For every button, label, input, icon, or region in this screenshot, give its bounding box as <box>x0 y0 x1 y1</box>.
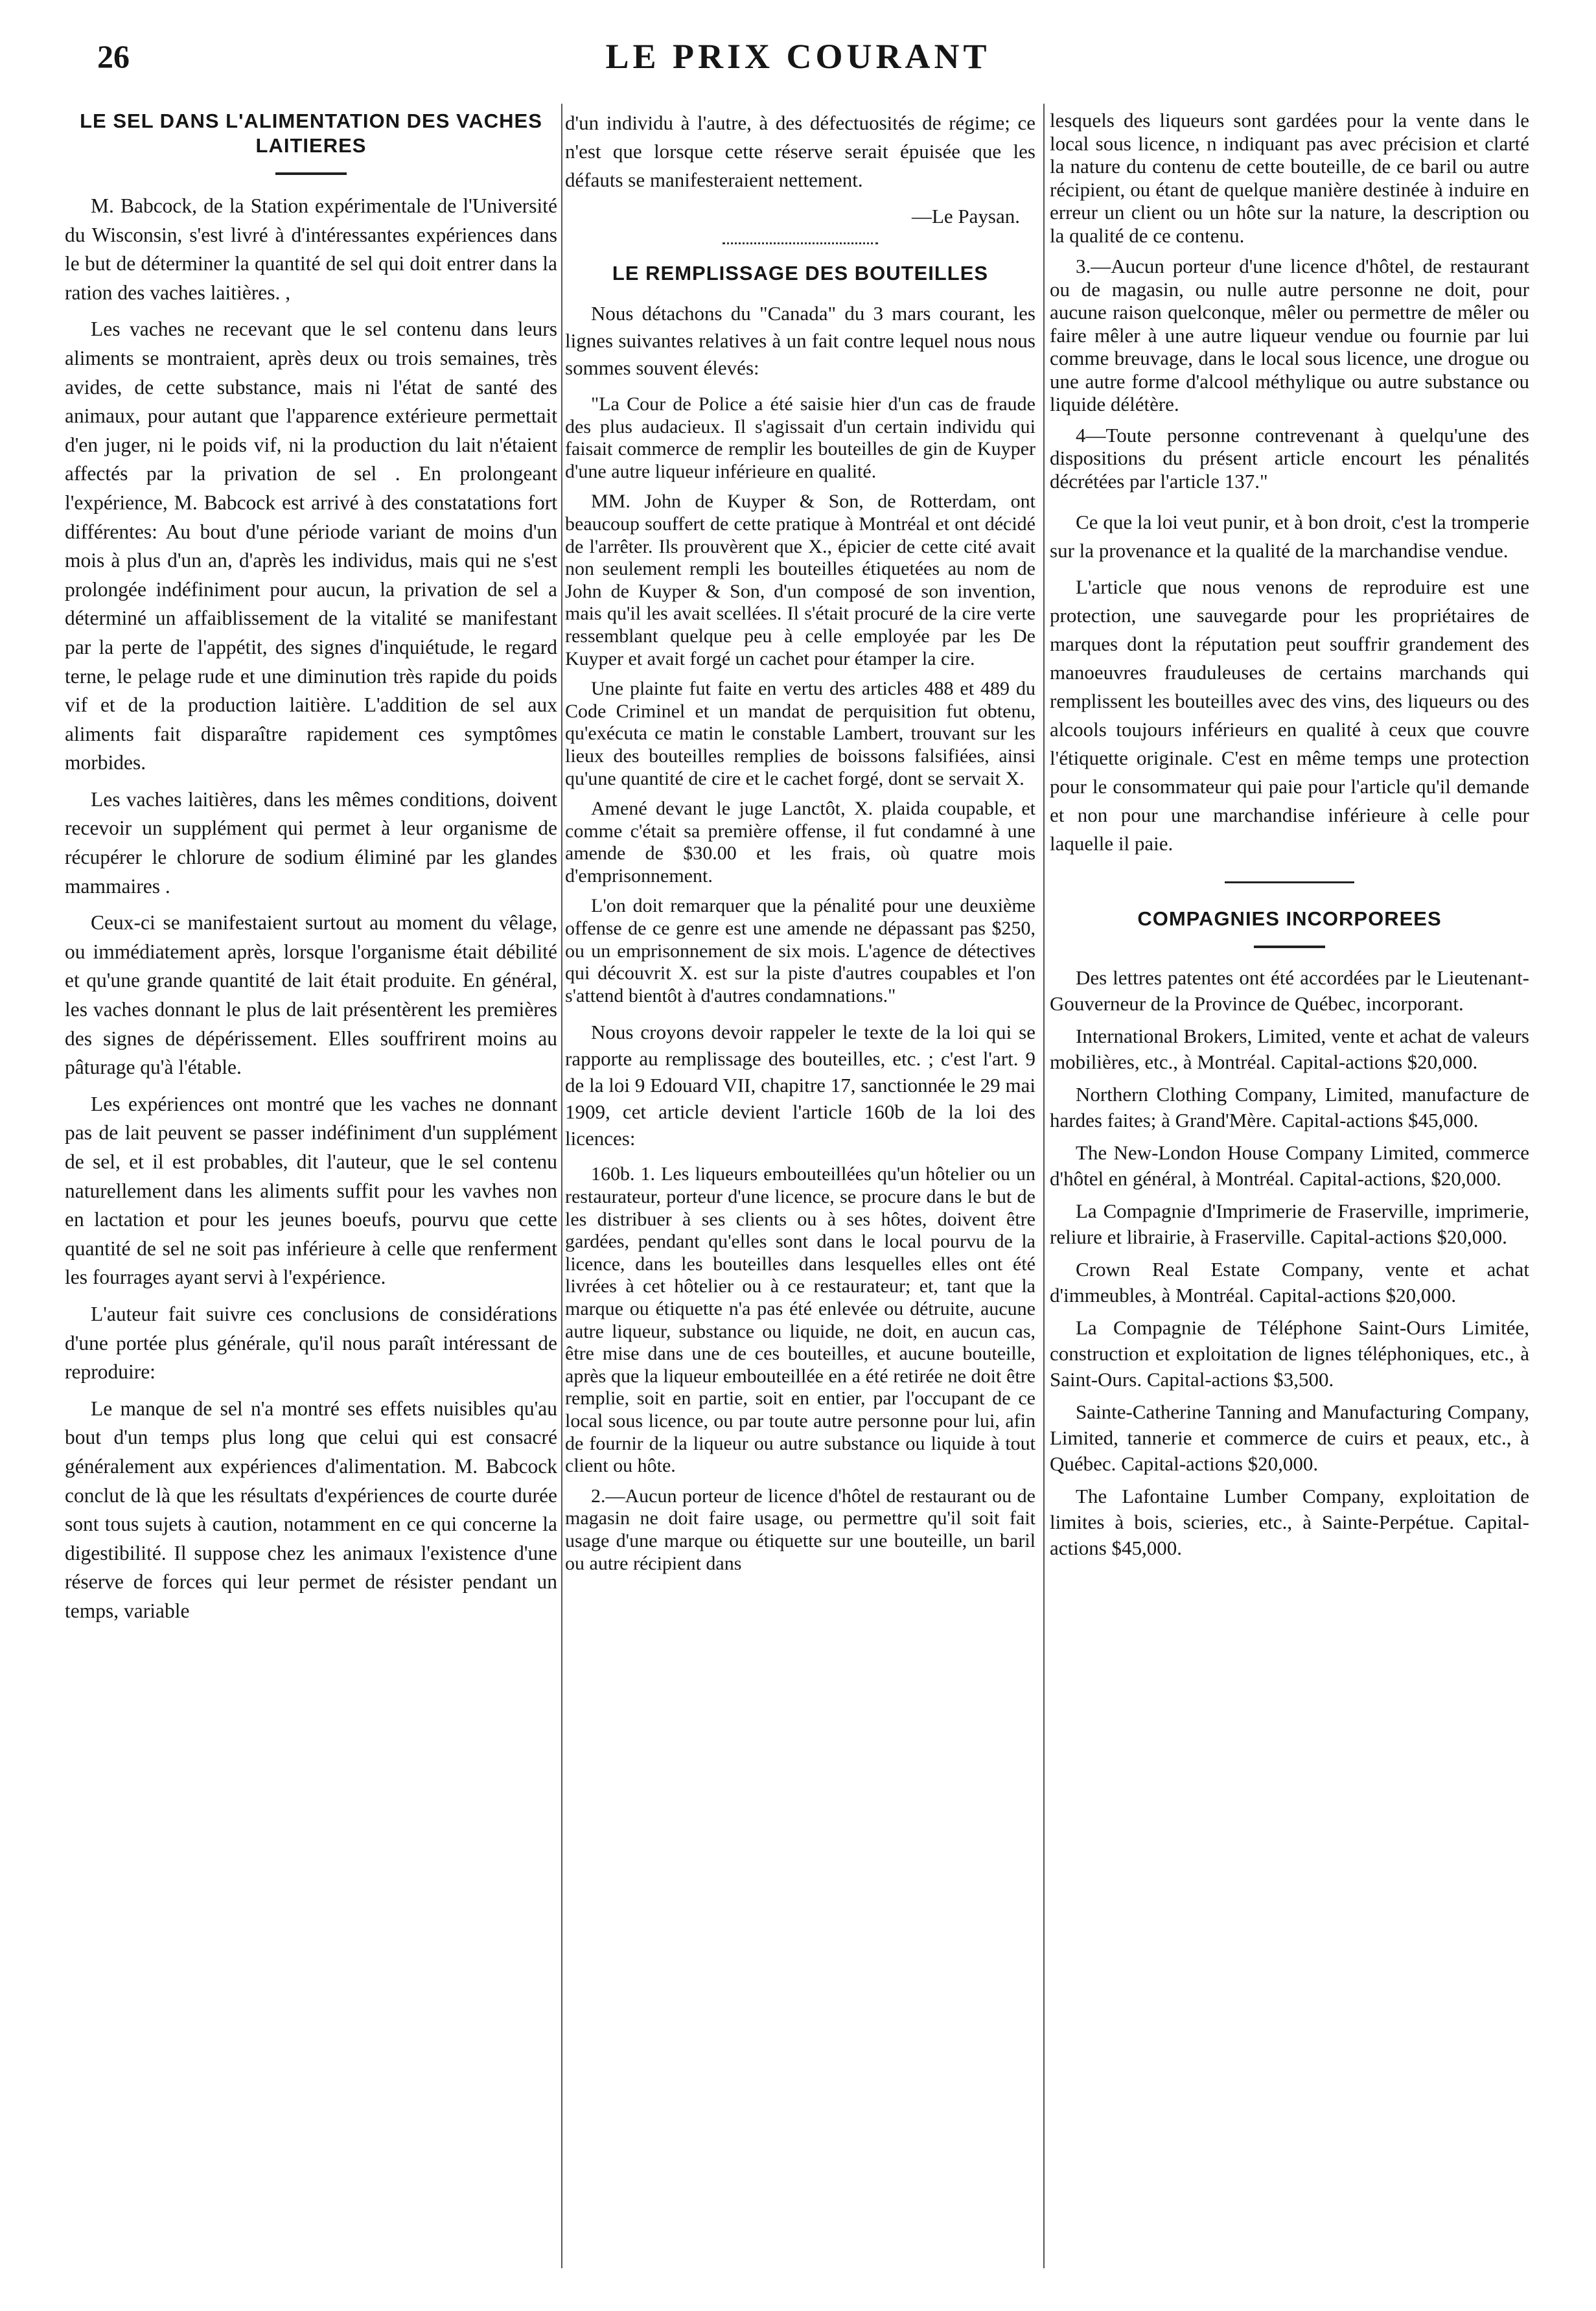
company-list <box>1050 965 1529 1561</box>
paragraph: M. Babcock, de la Station expérimentale de l'Université du Wisconsin, s'est livré à d'intéressantes expériences dans le but de déterminer la quantité de sel qui doit entrer dans la ration des vaches laitières. , <box>65 194 557 304</box>
paragraph: L'auteur fait suivre ces conclusions de considérations d'une portée plus générale, qu'il nous paraît intéressant de reproduire: <box>65 1302 557 1384</box>
paragraph: 4—Toute personne contrevenant à quelqu'une des dispositions du présent article encourt les pénalités décrétées par l'article 137." <box>1050 423 1529 493</box>
paragraph: 2.—Aucun porteur de licence d'hôtel de restaurant ou de magasin ne doit faire usage, ou permettre qu'il soit fait usage d'une marque ou étiquette sur une bouteille, un baril ou autre récipient dans <box>565 1485 1035 1574</box>
section-rule <box>723 242 878 244</box>
article-heading-bottles: LE REMPLISSAGE DES BOUTEILLES <box>612 262 989 285</box>
article-heading-salt: LE SEL DANS L'ALIMENTATION DES VACHES LAITIERES <box>80 110 542 157</box>
column-3 <box>1050 109 1529 1568</box>
heading-rule <box>275 172 347 175</box>
paragraph: Nous croyons devoir rappeler le texte de la loi qui se rapporte au remplissage des bouteilles, etc. ; c'est l'art. 9 de la loi 9 Edouard VII, chapitre 17, sanctionnée le 29 mai 1909, cet article devient l'article 160b de la loi des licences: <box>565 1021 1035 1150</box>
company-entry: The New-London House Company Limited, commerce d'hôtel en général, à Montréal. Capital-actions, $20,000. <box>1050 1141 1529 1190</box>
journal-title: LE PRIX COURANT <box>605 37 991 76</box>
commentary <box>1050 508 1529 858</box>
company-entry: The Lafontaine Lumber Company, exploitation de limites à bois, scieries, etc., à Sainte-Perpétue. Capital-actions $45,000. <box>1050 1485 1529 1559</box>
paragraph: Amené devant le juge Lanctôt, X. plaida coupable, et comme c'était sa première offense, il fut condamné à une amende de $30.00 et les frais, où quatre mois d'emprisonnement. <box>565 798 1035 887</box>
paragraph: Des lettres patentes ont été accordées par le Lieutenant-Gouverneur de la Province de Québec, incorporant. <box>1050 966 1529 1015</box>
paragraph: Ceux-ci se manifestaient surtout au moment du vêlage, ou immédiatement après, lorsque l'organisme était débilité et qu'une grande quantité de lait était produite. En général, les vaches donnant le plus de lait présentèrent les premières des signes de dépérissement. Elles souffrirent moins au pâturage qu'à l'étable. <box>65 911 557 1079</box>
section-rule <box>1225 881 1354 883</box>
paragraph: MM. John de Kuyper & Son, de Rotterdam, ont beaucoup souffert de cette pratique à Montréal et ont décidé de l'arrêter. Ils prouvèrent que X., épicier de cette cité avait non seulement rempli les bouteilles étiquetées au nom de John de Kuyper & Son, d'un composé de son invention, mais qu'il les avait scellées. Il s'était procuré de la cire verte ressemblant quelque peu à celle employée par les De Kuyper et avait forgé un cachet pour étamper la cire. <box>565 491 1035 669</box>
heading-rule <box>1254 946 1325 948</box>
signature: —Le Paysan. <box>911 205 1020 227</box>
paragraph: "La Cour de Police a été saisie hier d'un cas de fraude des plus audacieux. Il s'agissait d'un certain individu qui faisait commerce de remplir les bouteilles de gin de Kuyper d'une autre liqueur inférieure en qualité. <box>565 393 1035 482</box>
law-text <box>565 1163 1035 1575</box>
column-divider <box>1043 104 1045 2268</box>
article-heading-companies: COMPAGNIES INCORPOREES <box>1137 907 1442 930</box>
paragraph: 160b. 1. Les liqueurs embouteillées qu'un hôtelier ou un restaurateur, porteur d'une licence, se procure dans le but de les distribuer à ses clients ou à ses hôtes, doivent être gardées, pendant qu'elles sont dans le local pourvu de la licence, dans les bouteilles dans lesquelles elles ont été livrées à cet hôtelier ou à ce restaurateur; et, tant que la marque ou étiquette n'a pas été enlevée ou détruite, aucune autre liqueur, substance ou liquide, ne doit, en aucun cas, être mise dans une de ces bouteilles, et aucune bouteille, après que la liqueur embouteillée en a été retirée ne doit être remplie, soit en partie, soit en entier, par l'occupant de ce local sous licence, ou par toute autre personne pour lui, afin de fournir de la liqueur ou autre substance ou liquide à tout client ou hôte. <box>565 1163 1035 1477</box>
paragraph: Une plainte fut faite en vertu des articles 488 et 489 du Code Criminel et un mandat de perquisition fut obtenu, qu'exécuta ce matin le constable Lambert, trouvant sur les lieux des bouteilles remplies de boissons falsifiées, ainsi qu'une quantité de cire et le cachet forgé, dont se servait X. <box>565 678 1035 789</box>
company-entry: Crown Real Estate Company, vente et achat d'immeubles, à Montréal. Capital-actions $20,000. <box>1050 1258 1529 1306</box>
paragraph: L'on doit remarquer que la pénalité pour une deuxième offense de ce genre est une amende ne dépassant pas $250, ou un emprisonnement de six mois. L'agence de détectives qui découvrit X. est sur la piste d'autres coupables et l'on s'attend bientôt à d'autres condamnations." <box>565 895 1035 1006</box>
paragraph: 3.—Aucun porteur d'une licence d'hôtel, de restaurant ou de magasin, ou nulle autre personne ne doit, pour aucune raison quelconque, mêler ou permettre de mêler ou faire mêler à une autre liqueur vendue ou fournie par lui comme breuvage, dans le local sous licence, une drogue ou une autre forme d'alcool méthylique ou autre substance ou liquide délétère. <box>1050 255 1529 415</box>
column-2 <box>565 109 1035 1586</box>
law-text-continued <box>1050 109 1529 493</box>
paragraph: Les vaches laitières, dans les mêmes conditions, doivent recevoir un supplément qui permet à leur organisme de récupérer le chlorure de sodium éliminé par les glandes mammaires . <box>65 787 557 898</box>
paragraph: Les vaches ne recevant que le sel contenu dans leurs aliments se montraient, après deux ou trois semaines, très avides, de cette substance, mais ni l'état de santé des animaux, pour autant que l'apparence extérieure permettait d'en juger, ni le poids vif, ni la production du lait n'étaient affectés par la privation de sel . En prolongeant l'expérience, M. Babcock est arrivé à des constatations fort différentes: Au bout d'une période variant de moins d'un mois à plus d'un an, d'après les individus, mais qui ne s'est prolongée indéfiniment pour aucun, la privation de sel a déterminé un affaiblissement de la vitalité se manifestant par la perte de l'appétit, des signes d'inquiétude, le regard terne, le pelage rude et une diminution très rapide du poids vif et de la production laitière. L'addition de sel aux aliments fait disparaître rapidement ces symptômes morbides. <box>65 318 557 774</box>
page-header <box>0 31 1596 83</box>
paragraph: Nous détachons du "Canada" du 3 mars courant, les lignes suivantes relatives à un fait contre lequel nous nous sommes souvent élevés: <box>565 302 1035 379</box>
company-entry: Northern Clothing Company, Limited, manufacture de hardes faites; à Grand'Mère. Capital-actions $45,000. <box>1050 1083 1529 1132</box>
page-number: 26 <box>97 38 130 75</box>
column-1 <box>65 109 557 1634</box>
paragraph: d'un individu à l'autre, à des défectuosités de régime; ce n'est que lorsque cette réserve serait épuisée que les défauts se manifesteraient nettement. <box>565 111 1035 191</box>
paragraph: Ce que la loi veut punir, et à bon droit, c'est la tromperie sur la provenance et la qualité de la marchandise vendue. <box>1050 511 1529 562</box>
company-entry: La Compagnie de Téléphone Saint-Ours Limitée, construction et exploitation de lignes téléphoniques, etc., à Saint-Ours. Capital-actions $3,500. <box>1050 1316 1529 1391</box>
company-entry: La Compagnie d'Imprimerie de Fraserville, imprimerie, reliure et librairie, à Fraserville. Capital-actions $20,000. <box>1050 1200 1529 1248</box>
column-divider <box>561 104 562 2268</box>
quoted-article <box>565 393 1035 1007</box>
paragraph: Le manque de sel n'a montré ses effets nuisibles qu'au bout d'un temps plus long que celui qui est consacré généralement aux expériences d'alimentation. M. Babcock conclut de là que les résultats d'expériences de courte durée sont tous sujets à caution, notamment en ce qui concerne la digestibilité. Il suppose chez les animaux l'existence d'une réserve de forces qui leur permet de résister pendant un temps, variable <box>65 1397 557 1622</box>
company-entry: International Brokers, Limited, vente et achat de valeurs mobilières, etc., à Montréal. Capital-actions $20,000. <box>1050 1025 1529 1073</box>
paragraph: Les expériences ont montré que les vaches ne donnant pas de lait peuvent se passer indéfiniment d'un supplément de sel, et il est probables, dit l'auteur, que le sel contenu naturellement dans les aliments suffit pour les vavhes non en lactation et pour les jeunes boeufs, pourvu que cette quantité de sel ne soit pas inférieure à celle que renferment les fourrages ayant servi à l'expérience. <box>65 1092 557 1289</box>
paragraph: lesquels des liqueurs sont gardées pour la vente dans le local sous licence, n indiquant pas avec précision et clarté la nature du contenu de cette bouteille, de ce baril ou autre récipient, ou étant de quelque manière destinée à induire en erreur un client ou un hôte sur la nature, la description ou la qualité de ce contenu. <box>1050 109 1529 247</box>
company-entry: Sainte-Catherine Tanning and Manufacturing Company, Limited, tannerie et commerce de cuirs et peaux, etc., à Québec. Capital-actions $20,000. <box>1050 1400 1529 1475</box>
paragraph: L'article que nous venons de reproduire est une protection, une sauvegarde pour les propriétaires de marques dont la réputation peut souffrir grandement des manoeuvres frauduleuses de certains marchands qui remplissent les bouteilles avec des vins, des liqueurs ou des alcools toujours inférieurs en qualité à ceux que couvre l'étiquette originale. C'est en même temps une protection pour le consommateur qui paie pour l'article qu'il demande et non pour une marchandise inférieure à celle pour laquelle il paie. <box>1050 575 1529 855</box>
